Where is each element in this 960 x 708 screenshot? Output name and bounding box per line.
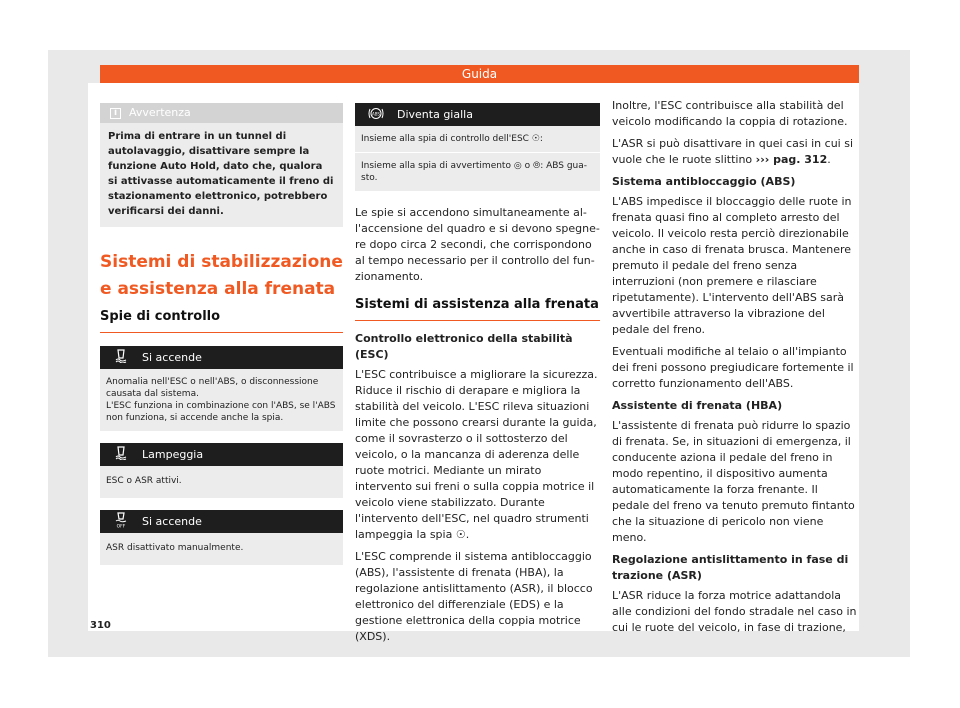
lamp-box bbox=[100, 510, 343, 565]
abs-icon bbox=[355, 107, 397, 123]
manual-page bbox=[88, 83, 859, 643]
heading-asr: Regolazione antislittamento in fase di trazione (ASR) bbox=[612, 553, 849, 582]
lamp-description: Anomalia nell'ESC o nell'ABS, o disconnessione causata dal sistema. L'ESC funziona in combinazione con l'ABS, se l'ABS non funziona, si accende anche la spia. bbox=[100, 369, 343, 431]
column-left bbox=[100, 103, 343, 565]
lamp-label: Si accende bbox=[142, 351, 202, 364]
info-icon: i bbox=[110, 108, 121, 119]
subsection-title: Sistemi di assistenza alla frenata bbox=[355, 297, 600, 321]
yellow-lamp-row bbox=[355, 153, 600, 191]
heading-abs: Sistema antibloccaggio (ABS) bbox=[612, 175, 796, 188]
yellow-lamp-header bbox=[355, 103, 600, 126]
lamp-label: Si accende bbox=[142, 515, 202, 528]
lamp-box bbox=[100, 443, 343, 498]
paragraph: L'ASR si può disattivare in quei casi in cui si vuole che le ruote slittino ››› pag. 312. bbox=[612, 137, 854, 166]
paragraph: L'ESC comprende il sistema antibloccaggio (ABS), l'assistente di frenata (HBA), la regolazione antislittamento (ASR), il blocco elettronico del differenziale (EDS) e la gestione elettronica della coppia motrice (XDS). bbox=[355, 550, 593, 643]
yellow-lamp-row: Insieme alla spia di controllo dell'ESC ☉: bbox=[355, 126, 600, 152]
paragraph: Inoltre, l'ESC contribuisce alla stabilità del veicolo modificando la coppia di rotazione. bbox=[612, 99, 848, 128]
esc-small-icon: ☉ bbox=[531, 134, 540, 144]
page-reference-link[interactable]: ››› pag. 312 bbox=[755, 153, 828, 166]
page-number: 310 bbox=[90, 620, 111, 631]
lamp-header bbox=[100, 443, 343, 466]
paragraph: Le spie si accendono simultaneamente all'accensione del quadro e si devono spegnere dopo circa 2 secondi, che corrispondono al tempo necessario per il controllo del funzionamento. bbox=[355, 206, 600, 283]
esc-icon bbox=[100, 446, 142, 463]
lamp-header bbox=[100, 510, 343, 533]
yellow-row2-or: o bbox=[524, 161, 531, 171]
warning-title: Avvertenza bbox=[129, 106, 191, 119]
esc-inline-icon: ☉ bbox=[455, 528, 466, 541]
paragraph-text: L'ASR si può disattivare in quei casi in cui si vuole che le ruote slittino bbox=[612, 137, 854, 166]
lamp-description: ESC o ASR attivi. bbox=[100, 466, 343, 498]
yellow-row1-text: Insieme alla spia di controllo dell'ESC bbox=[361, 134, 529, 144]
esc-off-icon bbox=[100, 512, 142, 531]
column-middle bbox=[355, 103, 600, 651]
lamp-label: Lampeggia bbox=[142, 448, 204, 461]
warning-text: Prima di entrare in un tunnel di autolavaggio, disattivare sempre la funzione Auto Hold, dato che, qualora si attivasse automaticamente il freno di stazionamento elettronico, potrebbero verificarsi dei danni. bbox=[100, 123, 343, 227]
esc-icon bbox=[100, 349, 142, 366]
column-right bbox=[612, 98, 858, 642]
svg-text:ABS: ABS bbox=[372, 110, 380, 116]
section-header: Guida bbox=[100, 65, 859, 83]
lamp-description: ASR disattivato manualmente. bbox=[100, 533, 343, 565]
abs-small-icon: ◎ bbox=[513, 161, 522, 171]
yellow-row2-end: : ABS guasto. bbox=[361, 161, 588, 183]
brake-small-icon: ⦾ bbox=[532, 161, 541, 171]
paragraph: L'ABS impedisce il bloccaggio delle ruote in frenata quasi fino al completo arresto del veicolo. Il veicolo resta perciò direzionabile anche in caso di frenata brusca. Mantenere premuto il pedale del freno senza interruzioni (non premere e rilasciare ripetutamente). L'intervento dell'ABS sarà avvertibile attraverso la vibrazione del pedale del freno. bbox=[612, 195, 852, 336]
yellow-row2-text: Insieme alla spia di avvertimento bbox=[361, 161, 511, 171]
lamp-box bbox=[100, 346, 343, 431]
svg-text:OFF: OFF bbox=[116, 524, 126, 528]
section-title: Sistemi di stabilizzazione e assistenza alla frenata bbox=[100, 252, 343, 299]
lamp-header bbox=[100, 346, 343, 369]
yellow-lamp-label: Diventa gialla bbox=[397, 108, 473, 121]
heading-esc: Controllo elettronico della stabilità (ESC) bbox=[355, 332, 573, 361]
paragraph: L'assistente di frenata può ridurre lo spazio di frenata. Se, in situazioni di emergenza, il conducente aziona il pedale del freno in modo repentino, il dispositivo aumenta automaticamente la forza frenante. Il pedale del freno va tenuto premuto fintanto che la situazione di pericolo non viene meno. bbox=[612, 419, 855, 544]
heading-hba: Assistente di frenata (HBA) bbox=[612, 399, 783, 412]
paragraph-text: L'ESC contribuisce a migliorare la sicurezza. Riduce il rischio di derapare e migliora la stabilità del veicolo. L'ESC rileva situazioni limite che possono crearsi durante la guida, come il sovrasterzo o il sottosterzo del veicolo, o la mancanza di aderenza delle ruote motrici. Mediante un mirato intervento sui freni o sulla coppia motrice il veicolo viene stabilizzato. Durante l'intervento dell'ESC, nel quadro strumenti lampeggia la spia bbox=[355, 368, 598, 541]
paragraph: L'ASR riduce la forza motrice adattandola alle condizioni del fondo stradale nel caso in cui le ruote del veicolo, in fase di trazione, bbox=[612, 589, 857, 634]
section-subtitle: Spie di controllo bbox=[100, 309, 343, 333]
paragraph: L'ESC contribuisce a migliorare la sicurezza. Riduce il rischio di derapare e migliora la stabilità del veicolo. L'ESC rileva situazioni limite che possono crearsi durante la guida, come il sovrasterzo o il sottosterzo del veicolo, o la mancanza di aderenza delle ruote motrici. Mediante un mirato intervento sui freni o sulla coppia motrice il veicolo viene stabilizzato. Durante l'intervento dell'ESC, nel quadro strumenti lampeggia la spia ☉. bbox=[355, 368, 598, 541]
paragraph: Eventuali modifiche al telaio o all'impianto dei freni possono pregiudicare fortemente il corretto funzionamento dell'ABS. bbox=[612, 345, 854, 390]
warning-header bbox=[100, 103, 343, 123]
